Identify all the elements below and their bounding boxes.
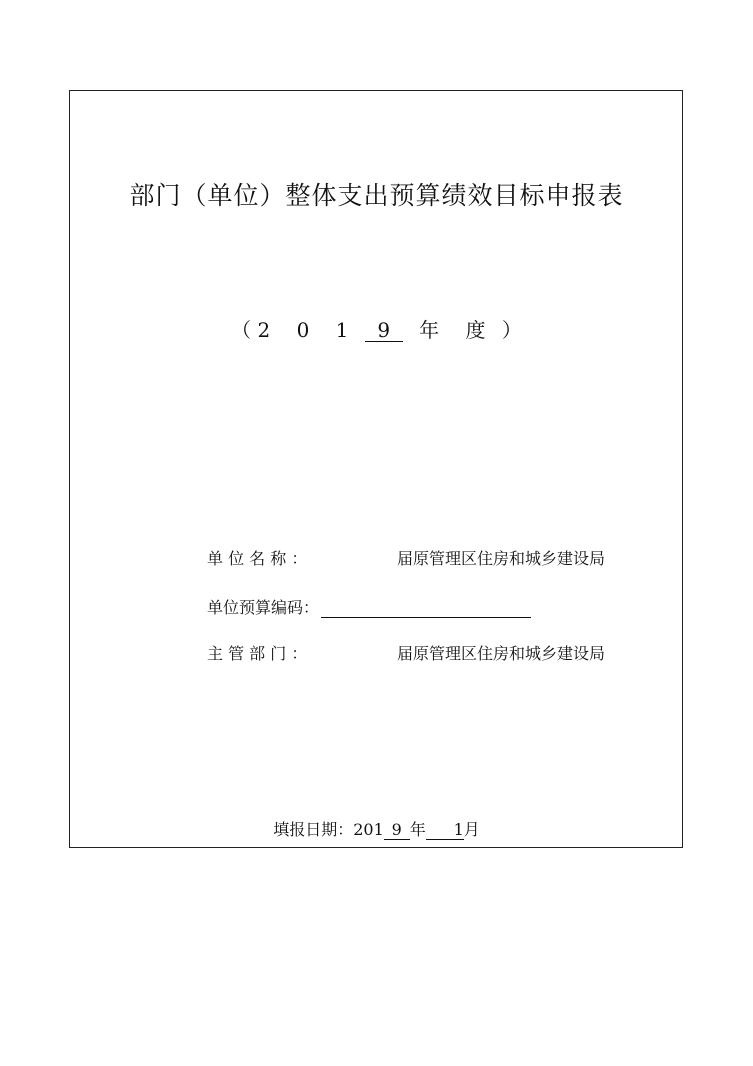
fill-date-month-unit: 月 bbox=[463, 820, 480, 839]
unit-name-label: 单 位 名 称 ： bbox=[207, 549, 308, 568]
budget-code-label: 单位预算编码： bbox=[207, 598, 320, 617]
budget-code-field[interactable] bbox=[321, 602, 531, 618]
year-digit-field[interactable]: 9 bbox=[365, 319, 403, 342]
fill-date-year-field[interactable]: 9 bbox=[384, 821, 410, 840]
fill-date-line bbox=[0, 817, 753, 840]
department-label: 主 管 部 门 ： bbox=[207, 644, 308, 663]
unit-name-value[interactable]: 届原管理区住房和城乡建设局 bbox=[397, 549, 606, 568]
year-open-paren: （ bbox=[231, 318, 252, 342]
year-suffix: 年 度 bbox=[419, 318, 496, 342]
year-prefix: 2 0 1 bbox=[257, 318, 359, 342]
year-close-paren: ） bbox=[501, 318, 522, 342]
department-value[interactable]: 届原管理区住房和城乡建设局 bbox=[397, 644, 606, 663]
year-line bbox=[0, 314, 753, 343]
form-title: 部门（单位）整体支出预算绩效目标申报表 bbox=[129, 181, 624, 210]
department-row bbox=[207, 641, 606, 664]
fill-date-year-unit: 年 bbox=[409, 820, 426, 839]
fill-date-label: 填报日期： bbox=[273, 820, 354, 839]
fill-date-year-prefix: 201 bbox=[353, 820, 384, 839]
budget-code-row bbox=[207, 595, 531, 618]
unit-name-row bbox=[207, 546, 606, 569]
fill-date-month-field[interactable]: 1 bbox=[426, 821, 464, 840]
